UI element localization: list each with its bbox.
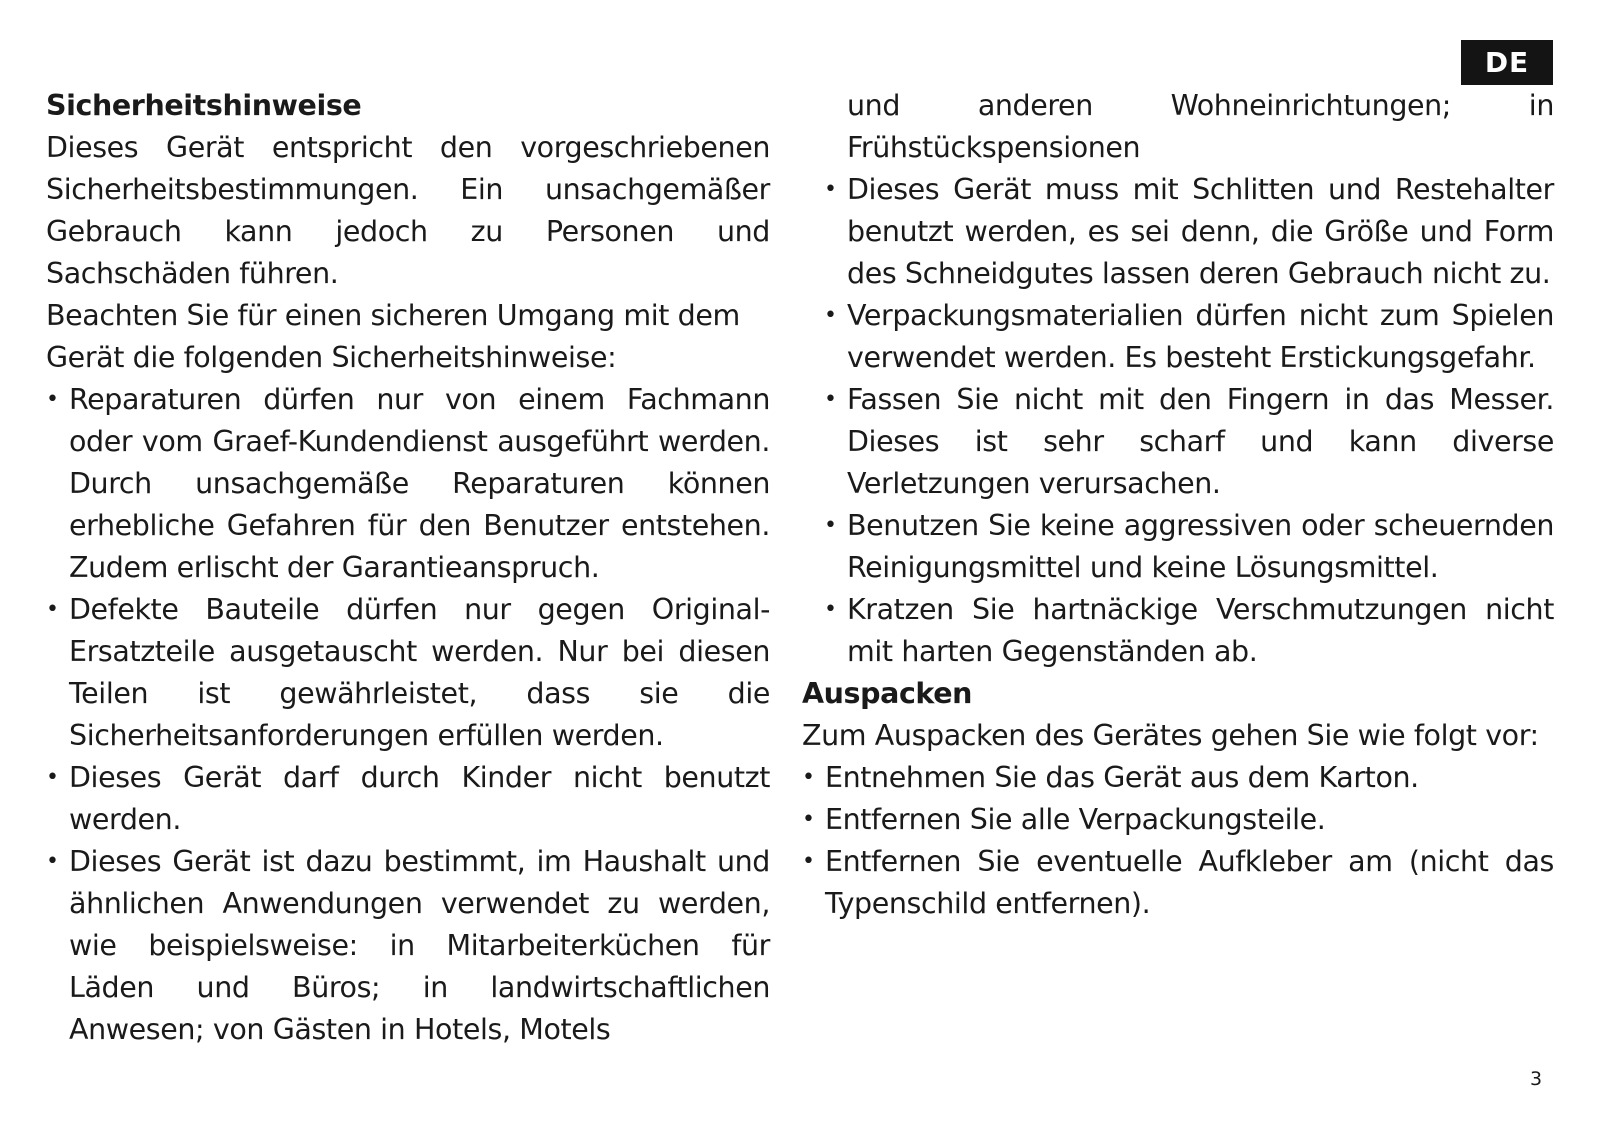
list-item-text: Benutzen Sie keine aggressiven oder scheuernden Reinigungsmittel und keine Lösungsmittel. [847, 509, 1554, 584]
bullet-icon: • [46, 849, 59, 874]
list-item-text: Entfernen Sie alle Verpackungsteile. [825, 803, 1326, 836]
unpacking-section [802, 673, 1554, 925]
bullet-icon: • [824, 513, 837, 538]
list-item [824, 505, 1554, 589]
safety-intro: Dieses Gerät entspricht den vorgeschriebenen Sicherheitsbestimmungen. Ein unsachgemäßer Gebrauch kann jedoch zu Personen und Sachschäden führen. [46, 131, 770, 290]
list-item [46, 379, 770, 589]
list-item-text: Reparaturen dürfen nur von einem Fachmann oder vom Graef-Kundendienst ausgeführt werden. Durch unsachgemäße Reparaturen können erhebliche Gefahren für den Benutzer entstehen. Zudem erlischt der Garantieanspruch. [69, 383, 770, 584]
bullet-icon: • [802, 849, 815, 874]
list-item-text: Kratzen Sie hartnäckige Verschmutzungen nicht mit harten Gegenständen ab. [847, 593, 1554, 668]
bullet-icon: • [802, 765, 815, 790]
list-item-text: und anderen Wohneinrichtungen; in Frühstückspensionen [847, 89, 1554, 164]
list-item [46, 589, 770, 757]
list-item-text: Dieses Gerät darf durch Kinder nicht benutzt werden. [69, 761, 770, 836]
list-item [46, 841, 770, 1051]
list-item [802, 841, 1554, 925]
unpacking-heading: Auspacken [802, 677, 973, 710]
bullet-icon: • [46, 387, 59, 412]
list-item [824, 295, 1554, 379]
list-item-text: Fassen Sie nicht mit den Fingern in das Messer. Dieses ist sehr scharf und kann diverse Verletzungen verursachen. [847, 383, 1554, 500]
unpacking-intro: Zum Auspacken des Gerätes gehen Sie wie folgt vor: [802, 719, 1539, 752]
safety-list-left [46, 379, 770, 1051]
list-item [824, 589, 1554, 673]
bullet-icon: • [46, 765, 59, 790]
bullet-icon: • [46, 597, 59, 622]
list-item-text: Entfernen Sie eventuelle Aufkleber am (nicht das Typenschild entfernen). [825, 845, 1554, 920]
bullet-icon: • [824, 177, 837, 202]
list-item [824, 169, 1554, 295]
list-item [824, 379, 1554, 505]
page-number: 3 [1530, 1068, 1543, 1090]
safety-list-right [824, 85, 1554, 673]
left-column [46, 85, 770, 1051]
list-item-text: Entnehmen Sie das Gerät aus dem Karton. [825, 761, 1419, 794]
list-item-text: Dieses Gerät ist dazu bestimmt, im Haushalt und ähnlichen Anwendungen verwendet zu werden, wie beispielsweise: in Mitarbeiterküchen für Läden und Büros; in landwirtschaftlichen Anwesen; von Gästen in Hotels, Motels [69, 845, 770, 1046]
right-column [802, 85, 1554, 925]
list-item-text: Dieses Gerät muss mit Schlitten und Restehalter benutzt werden, es sei denn, die Größe und Form des Schneidgutes lassen deren Gebrauch nicht zu. [847, 173, 1554, 290]
bullet-icon: • [802, 807, 815, 832]
safety-lead: Beachten Sie für einen sicheren Umgang mit dem Gerät die folgenden Sicherheitshinweise: [46, 299, 740, 374]
language-badge: DE [1461, 40, 1553, 85]
bullet-icon: • [824, 597, 837, 622]
safety-heading: Sicherheitshinweise [46, 89, 362, 122]
list-item [46, 757, 770, 841]
unpacking-list [802, 757, 1554, 925]
list-item [802, 799, 1554, 841]
list-item [802, 757, 1554, 799]
list-item-continuation [824, 85, 1554, 169]
bullet-icon: • [824, 387, 837, 412]
list-item-text: Defekte Bauteile dürfen nur gegen Original-Ersatzteile ausgetauscht werden. Nur bei diesen Teilen ist gewährleistet, dass sie die Sicherheitsanforderungen erfüllen werden. [69, 593, 770, 752]
list-item-text: Verpackungsmaterialien dürfen nicht zum Spielen verwendet werden. Es besteht Erstickungsgefahr. [847, 299, 1554, 374]
bullet-icon: • [824, 303, 837, 328]
